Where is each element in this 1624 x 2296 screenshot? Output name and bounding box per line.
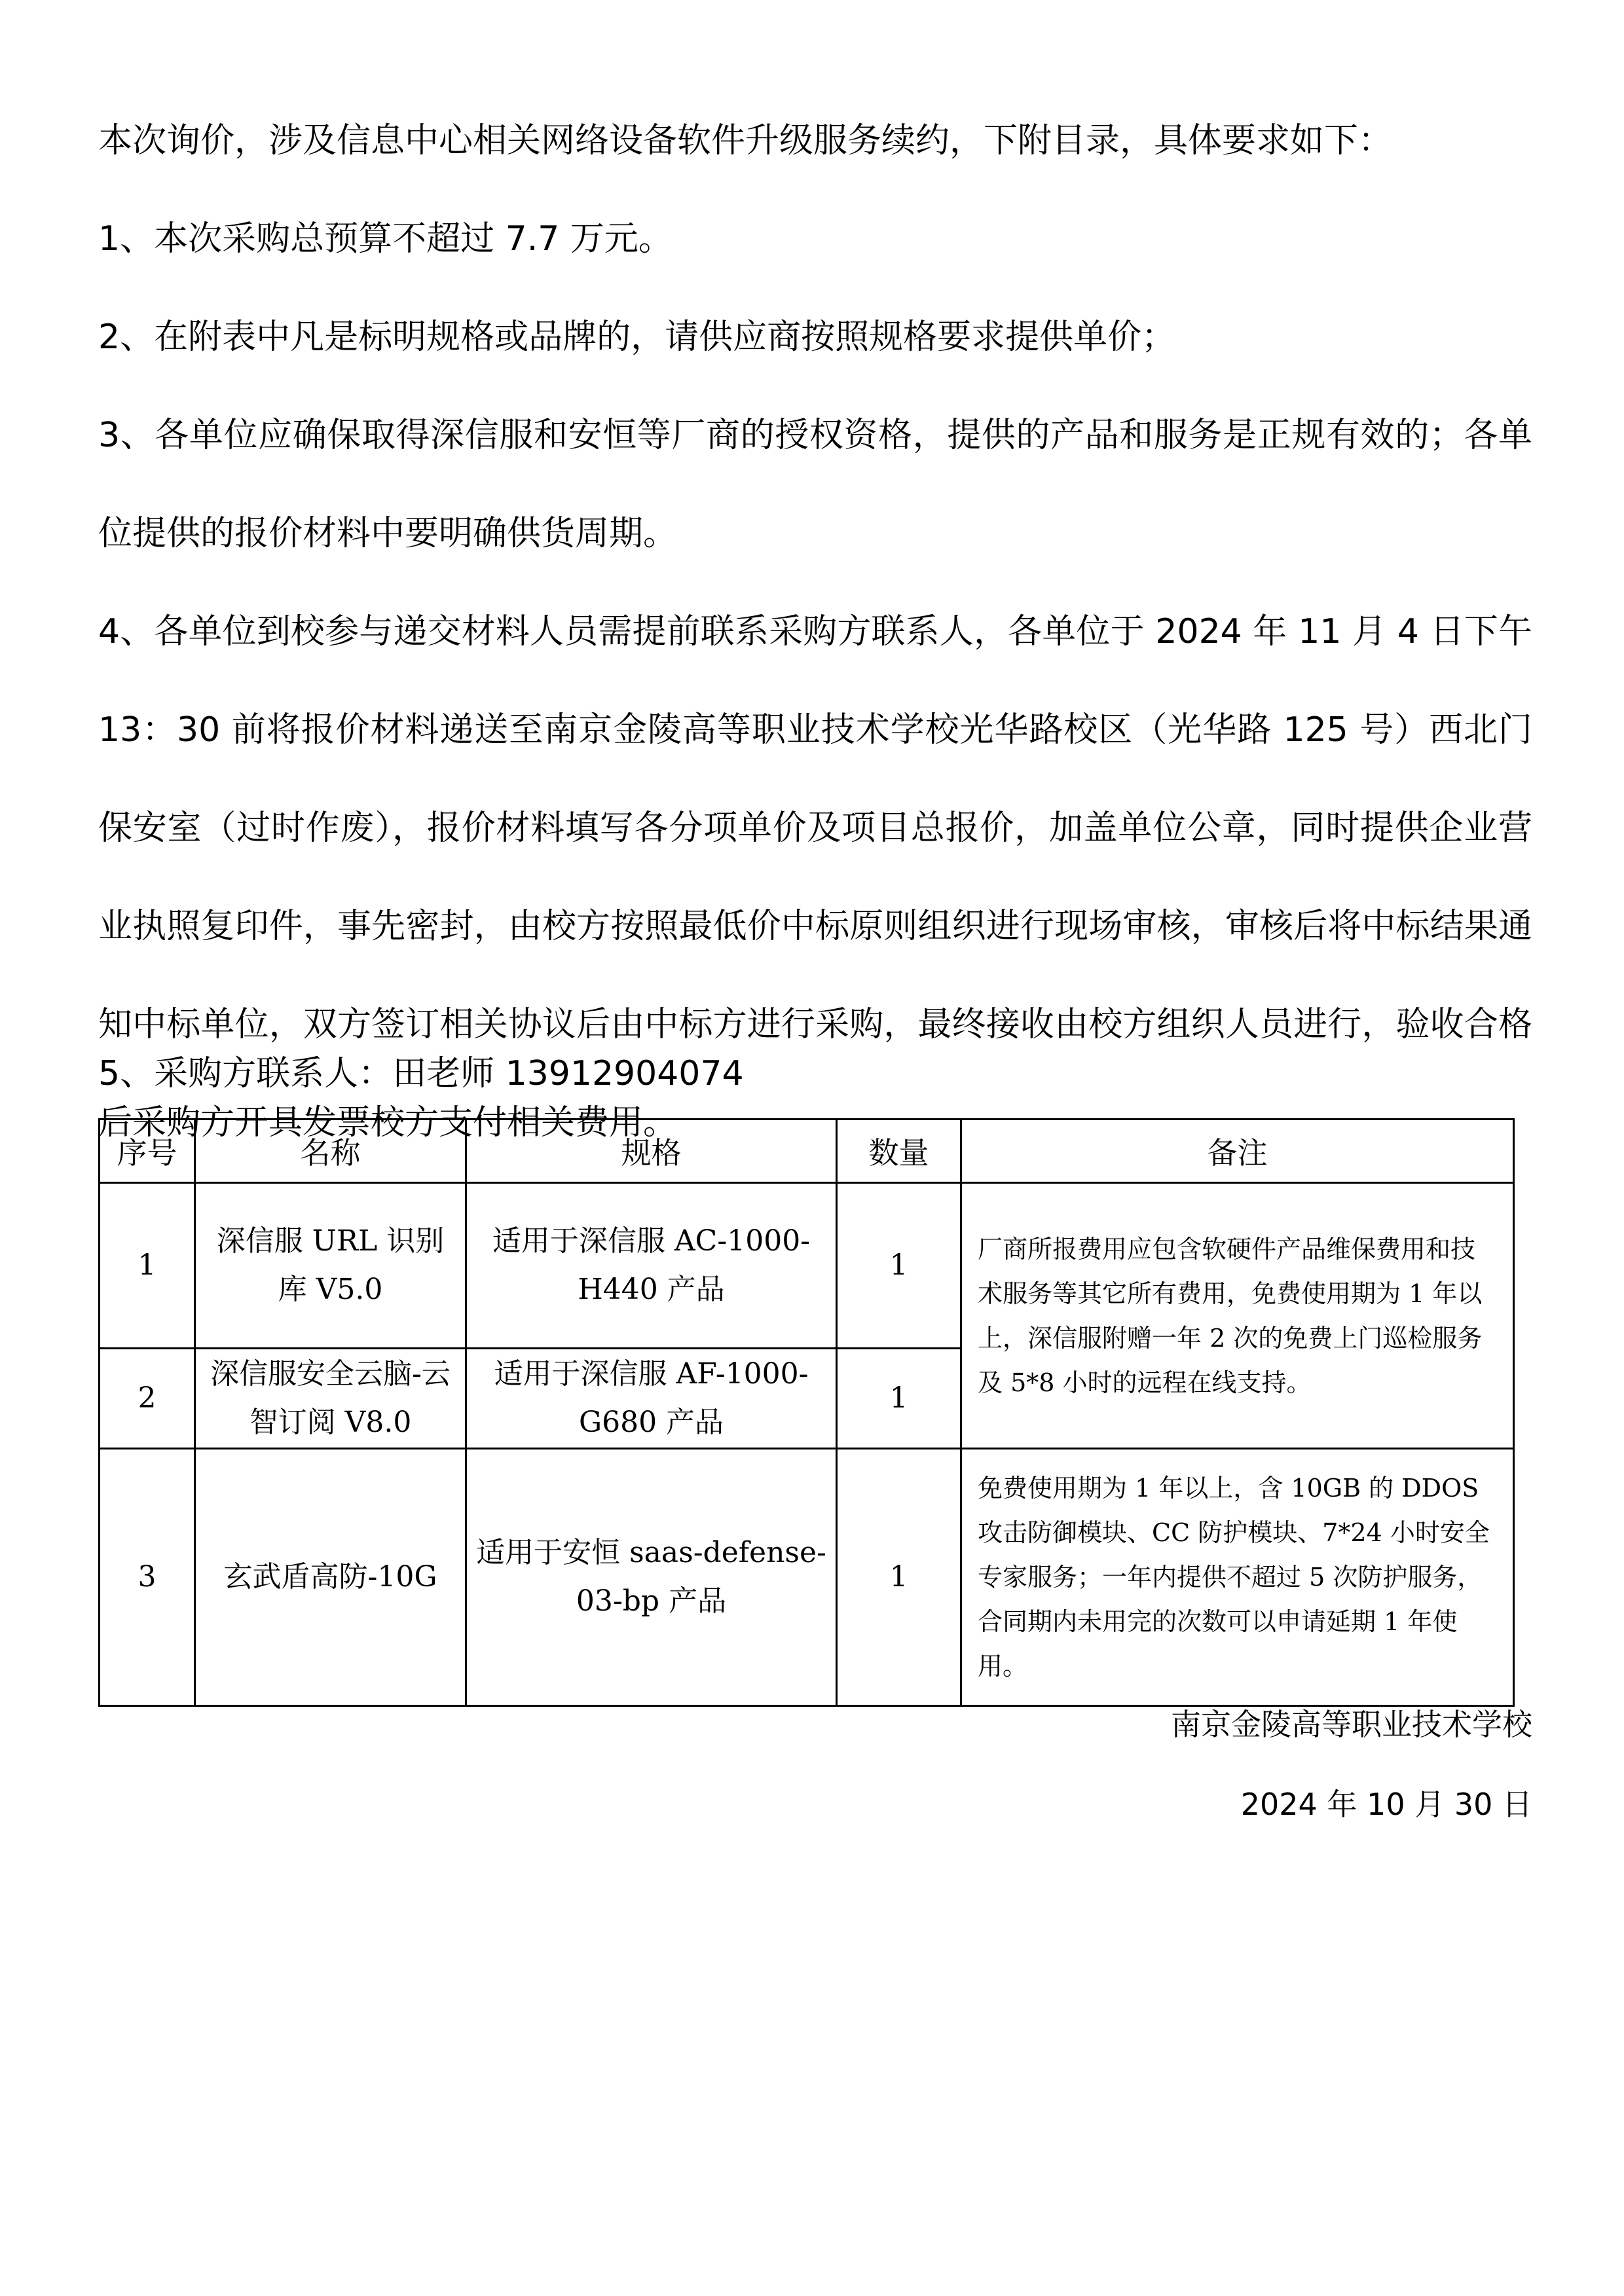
- cell-spec: 适用于深信服 AC-1000-H440 产品: [466, 1183, 837, 1349]
- signature-date: 2024 年 10 月 30 日: [1240, 1787, 1532, 1822]
- cell-remarks: 厂商所报费用应包含软硬件产品维保费用和技术服务等其它所有费用，免费使用期为 1 年以上，深信服附赠一年 2 次的免费上门巡检服务及 5*8 小时的远程在线支持。: [961, 1183, 1514, 1449]
- contact-item: 5、采购方联系人：田老师 13912904074: [98, 1054, 744, 1093]
- pricing-rule-item: 2、在附表中凡是标明规格或品牌的，请供应商按照规格要求提供单价；: [98, 318, 1176, 357]
- cell-name: 玄武盾高防-10G: [195, 1449, 466, 1706]
- submission-item: 4、各单位到校参与递交材料人员需提前联系采购方联系人，各单位于 2024 年 11 月 4 日下午 13：30 前将报价材料递送至南京金陵高等职业技术学校光华路校区（光华路 125 号）西北门保安室（过时作废），报价材料填写各分项单价及项目总报价，加盖单位公章，同时提供企业营业执照复印件，事先密封，由校方按照最低价中标原则组织进行现场审核，审核后将中标结果通知中标单位，双方签订相关协议后由中标方进行采购，最终接收由校方组织人员进行，验收合格后采购方开具发票校方支付相关费用。: [98, 612, 1532, 1142]
- table-header-row: [100, 1120, 1514, 1183]
- header-remarks: 备注: [961, 1120, 1514, 1183]
- cell-index: 1: [100, 1183, 195, 1349]
- authorization-item: 3、各单位应确保取得深信服和安恒等厂商的授权资格，提供的产品和服务是正规有效的；各单位提供的报价材料中要明确供货周期。: [98, 416, 1532, 553]
- table-row: [100, 1449, 1514, 1706]
- cell-name: 深信服 URL 识别库 V5.0: [195, 1183, 466, 1349]
- header-quantity: 数量: [837, 1120, 961, 1183]
- cell-index: 3: [100, 1449, 195, 1706]
- header-name: 名称: [195, 1120, 466, 1183]
- cell-quantity: 1: [837, 1183, 961, 1349]
- header-index: 序号: [100, 1120, 195, 1183]
- cell-name: 深信服安全云脑-云智订阅 V8.0: [195, 1349, 466, 1449]
- cell-remarks: 免费使用期为 1 年以上，含 10GB 的 DDOS 攻击防御模块、CC 防护模块、7*24 小时安全专家服务；一年内提供不超过 5 次防护服务，合同期内未用完的次数可以申请延期 1 年使用。: [961, 1449, 1514, 1706]
- header-spec: 规格: [466, 1120, 837, 1183]
- cell-spec: 适用于深信服 AF-1000-G680 产品: [466, 1349, 837, 1449]
- cell-spec: 适用于安恒 saas-defense-03-bp 产品: [466, 1449, 837, 1706]
- cell-index: 2: [100, 1349, 195, 1449]
- cell-quantity: 1: [837, 1449, 961, 1706]
- signature-organization: 南京金陵高等职业技术学校: [1171, 1707, 1532, 1742]
- intro-paragraph: 本次询价，涉及信息中心相关网络设备软件升级服务续约，下附目录，具体要求如下：: [98, 121, 1393, 160]
- cell-quantity: 1: [837, 1349, 961, 1449]
- budget-item: 1、本次采购总预算不超过 7.7 万元。: [98, 219, 673, 259]
- table-row: [100, 1183, 1514, 1349]
- procurement-table: [98, 1118, 1515, 1707]
